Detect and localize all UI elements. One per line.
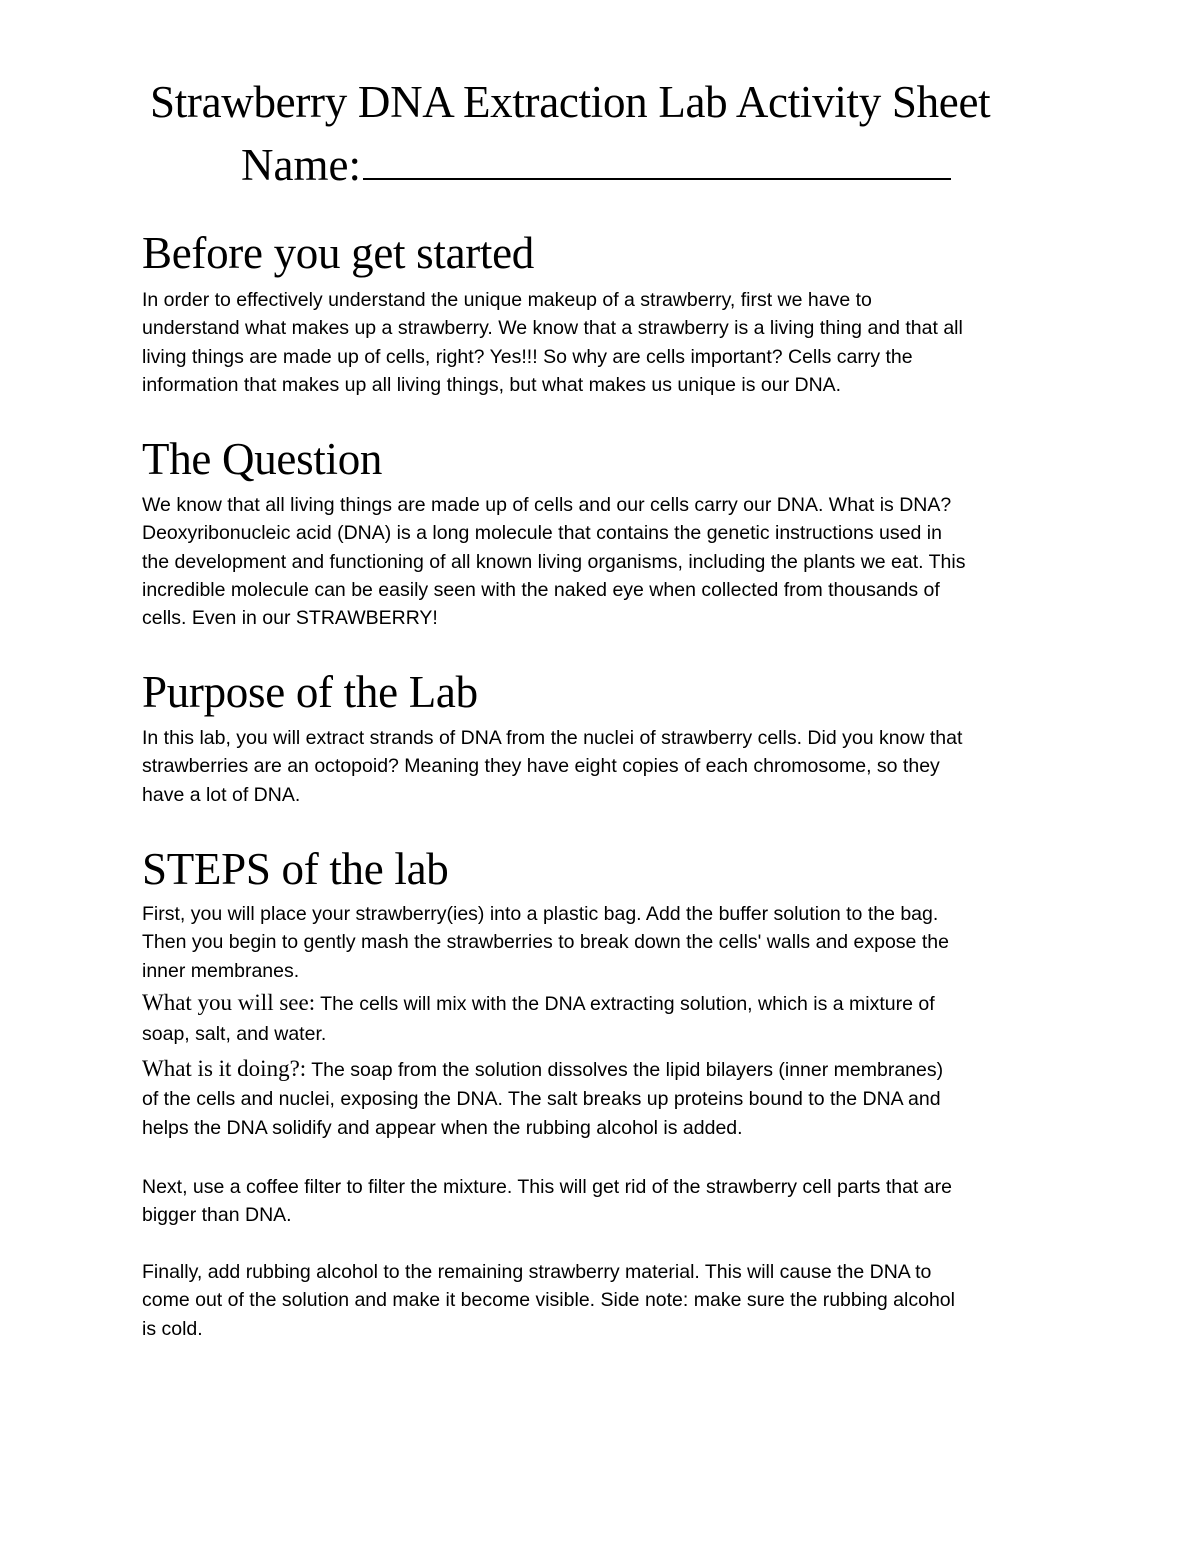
text-line: information that makes up all living things, but what makes us unique is our DNA. (142, 373, 842, 396)
text-line: We know that all living things are made up of cells and our cells carry our DNA. What is DNA? (142, 494, 952, 516)
text-line: Finally, add rubbing alcohol to the remaining strawberry material. This will cause the DNA to (142, 1261, 932, 1283)
text-line: soap, salt, and water. (142, 1023, 327, 1045)
heading-purpose-of-the-lab: Purpose of the Lab (142, 667, 478, 717)
heading-the-question: The Question (142, 434, 383, 484)
paragraph-the-question (142, 491, 1082, 632)
text-line: come out of the solution and make it become visible. Side note: make sure the rubbing alcohol (142, 1289, 955, 1312)
text-line: inner membranes. (142, 959, 300, 982)
label-what-is-it-doing: What is it doing?: (142, 1056, 307, 1081)
heading-steps-of-the-lab: STEPS of the lab (142, 844, 449, 894)
text-line: helps the DNA solidify and appear when the rubbing alcohol is added. (142, 1117, 743, 1139)
name-blank-line[interactable] (363, 138, 951, 180)
paragraph-what-is-it-doing (142, 1054, 1082, 1143)
text-line: cells. Even in our STRAWBERRY! (142, 607, 438, 630)
text-line: the development and functioning of all known living organisms, including the plants we eat. This (142, 550, 966, 573)
document-title: Strawberry DNA Extraction Lab Activity Sheet (150, 77, 991, 127)
text-line: of the cells and nuclei, exposing the DNA. The salt breaks up proteins bound to the DNA and (142, 1088, 941, 1110)
text-line: have a lot of DNA. (142, 783, 301, 806)
text-line: incredible molecule can be easily seen with the naked eye when collected from thousands of (142, 578, 940, 601)
paragraph-what-you-will-see (142, 988, 1082, 1049)
text-line (142, 988, 1082, 1019)
text-line: understand what makes up a strawberry. We know that a strawberry is a living thing and that all (142, 317, 963, 340)
text-line: Deoxyribonucleic acid (DNA) is a long molecule that contains the genetic instructions used in (142, 522, 942, 545)
paragraph-step-first (142, 900, 1082, 985)
text-line: Next, use a coffee filter to filter the mixture. This will get rid of the strawberry cell parts that are (142, 1176, 952, 1198)
paragraph-purpose-of-the-lab (142, 724, 1082, 809)
paragraph-before-you-get-started (142, 286, 1082, 399)
heading-before-you-get-started: Before you get started (142, 228, 535, 278)
paragraph-step-next (142, 1173, 1082, 1230)
text-line (142, 1054, 1082, 1085)
text-line: In order to effectively understand the unique makeup of a strawberry, first we have to (142, 289, 872, 311)
text-fragment: The soap from the solution dissolves the lipid bilayers (inner membranes) (306, 1059, 944, 1081)
name-field-row (241, 138, 951, 191)
label-what-you-will-see: What you will see: (142, 990, 316, 1015)
text-line: bigger than DNA. (142, 1204, 292, 1227)
text-fragment: The cells will mix with the DNA extracting solution, which is a mixture of (315, 993, 935, 1015)
text-line: Then you begin to gently mash the strawberries to break down the cells' walls and expose the (142, 931, 949, 954)
text-line: First, you will place your strawberry(ies) into a plastic bag. Add the buffer solution to the bag. (142, 903, 939, 925)
text-line: strawberries are an octopoid? Meaning they have eight copies of each chromosome, so they (142, 755, 940, 778)
text-line: is cold. (142, 1317, 203, 1340)
paragraph-step-finally (142, 1258, 1082, 1343)
text-line: living things are made up of cells, right? Yes!!! So why are cells important? Cells carry the (142, 345, 913, 368)
name-label: Name: (241, 140, 361, 190)
text-line: In this lab, you will extract strands of DNA from the nuclei of strawberry cells. Did you know that (142, 727, 963, 749)
